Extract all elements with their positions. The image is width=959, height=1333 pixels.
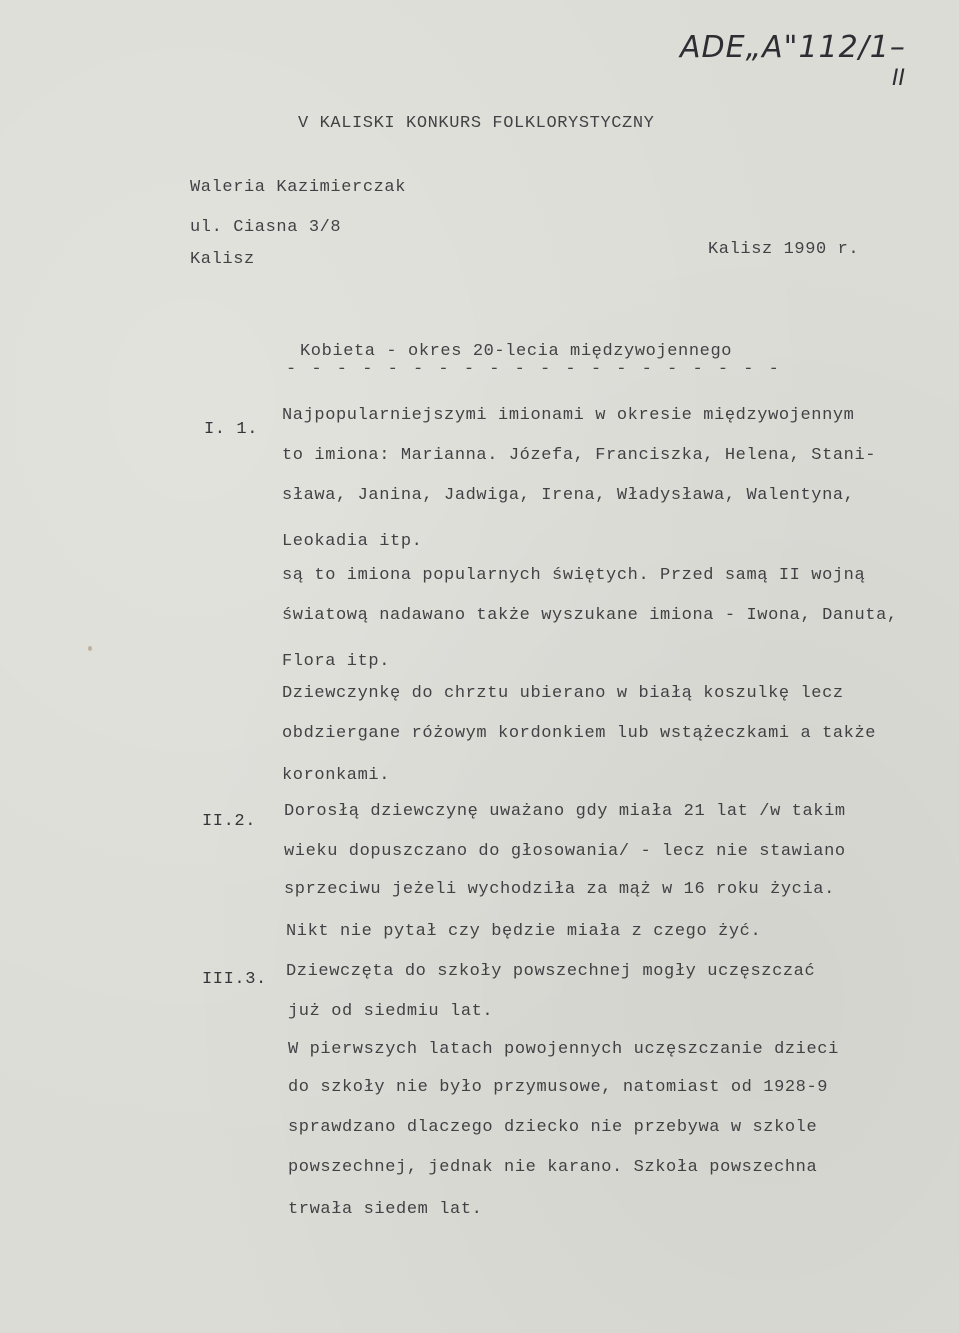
- author-city: Kalisz: [190, 250, 255, 269]
- section-1-line: Leokadia itp.: [282, 532, 423, 551]
- section-1-line: światową nadawano także wyszukane imiona - Iwona, Danuta,: [282, 606, 898, 625]
- subject-underline: - - - - - - - - - - - - - - - - - - - -: [286, 360, 782, 379]
- section-2-line: sprzeciwu jeżeli wychodziła za mąż w 16 roku życia.: [284, 880, 835, 899]
- author-name: Waleria Kazimierczak: [190, 178, 407, 197]
- author-street: ul. Ciasna 3/8: [190, 218, 342, 237]
- section-1-line: są to imiona popularnych świętych. Przed samą II wojną: [282, 566, 866, 585]
- section-1-line: to imiona: Marianna. Józefa, Franciszka, Helena, Stani-: [282, 446, 877, 465]
- section-3-line: trwała siedem lat.: [288, 1200, 483, 1219]
- section-3-line: do szkoły nie było przymusowe, natomiast od 1928-9: [288, 1078, 829, 1097]
- section-number-3: III.3.: [202, 970, 267, 989]
- section-1-line: Najpopularniejszymi imionami w okresie międzywojennym: [282, 406, 855, 425]
- section-1-line: Flora itp.: [282, 652, 391, 671]
- section-3-line: powszechnej, jednak nie karano. Szkoła powszechna: [288, 1158, 818, 1177]
- section-number-2: II.2.: [202, 812, 257, 831]
- section-3-line: W pierwszych latach powojennych uczęszczanie dzieci: [288, 1040, 839, 1059]
- archive-signature-sub: II: [892, 66, 905, 91]
- section-2-line: Dorosłą dziewczynę uważano gdy miała 21 lat /w takim: [284, 802, 846, 821]
- section-2-line: Nikt nie pytał czy będzie miała z czego żyć.: [286, 922, 762, 941]
- section-1-line: sława, Janina, Jadwiga, Irena, Władysława, Walentyna,: [282, 486, 855, 505]
- section-3-line: Dziewczęta do szkoły powszechnej mogły uczęszczać: [286, 962, 816, 981]
- section-3-line: już od siedmiu lat.: [288, 1002, 494, 1021]
- section-1-line: koronkami.: [282, 766, 391, 785]
- document-title: V KALISKI KONKURS FOLKLORYSTYCZNY: [298, 114, 655, 133]
- section-number-1: I. 1.: [204, 420, 259, 439]
- section-1-line: Dziewczynkę do chrztu ubierano w białą koszulkę lecz: [282, 684, 844, 703]
- place-date: Kalisz 1990 r.: [708, 240, 860, 259]
- section-3-line: sprawdzano dlaczego dziecko nie przebywa w szkole: [288, 1118, 818, 1137]
- section-1-line: obdziergane różowym kordonkiem lub wstążeczkami a także: [282, 724, 877, 743]
- paper-speck: [88, 646, 92, 651]
- archive-signature-mark: ADE„A"112/1–: [680, 30, 906, 65]
- section-2-line: wieku dopuszczano do głosowania/ - lecz nie stawiano: [284, 842, 846, 861]
- subject-title: Kobieta - okres 20-lecia międzywojennego: [300, 342, 733, 361]
